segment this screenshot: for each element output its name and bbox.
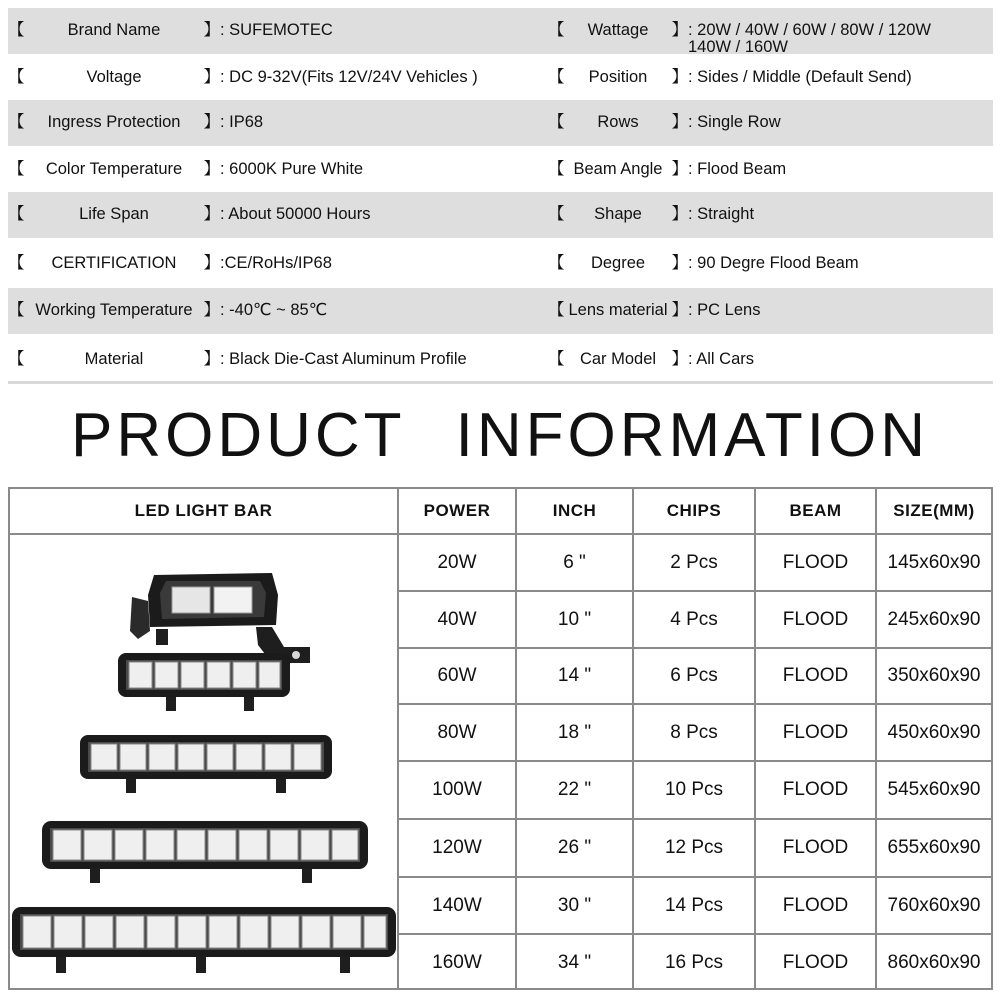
cell-chips: 6 Pcs [634, 649, 756, 705]
spec-key [8, 114, 220, 134]
cell-beam: FLOOD [756, 935, 877, 990]
spec-right [548, 288, 993, 322]
divider [8, 381, 993, 384]
bracket-close: 】 [671, 301, 688, 319]
spec-row [8, 56, 993, 100]
spec-left [8, 336, 548, 371]
spec-value: : DC 9-32V(Fits 12V/24V Vehicles ) [220, 68, 478, 86]
cell-inch: 26 " [517, 820, 634, 878]
bracket-close: 】 [671, 254, 688, 272]
spec-key [8, 302, 220, 322]
bracket-close: 】 [671, 205, 688, 223]
spec-key [8, 206, 220, 226]
bracket-open: 【 [8, 68, 25, 86]
cell-size: 545x60x90 [877, 762, 991, 820]
cell-power: 160W [399, 935, 517, 990]
spec-right [548, 336, 993, 371]
bracket-open: 【 [8, 350, 25, 368]
spec-value: : Single Row [688, 113, 781, 131]
cell-inch: 30 " [517, 878, 634, 935]
cell-beam: FLOOD [756, 592, 877, 649]
spec-right [548, 240, 993, 275]
cell-beam: FLOOD [756, 820, 877, 878]
bracket-open: 【 [548, 21, 565, 39]
spec-key [548, 114, 688, 134]
light-bar-12-chip-icon [12, 907, 396, 973]
header-chips: CHIPS [634, 489, 756, 535]
cell-inch: 34 " [517, 935, 634, 990]
cell-power: 120W [399, 820, 517, 878]
spec-label: CERTIFICATION [51, 254, 177, 272]
spec-value: :CE/RoHs/IP68 [220, 254, 332, 272]
bracket-close: 】 [671, 113, 688, 131]
cell-inch: 6 " [517, 535, 634, 592]
bracket-open: 【 [8, 21, 25, 39]
bracket-close: 】 [203, 113, 220, 131]
bracket-close: 】 [203, 301, 220, 319]
spec-left [8, 192, 548, 226]
light-bar-6-chip-icon [118, 653, 290, 711]
bracket-close: 】 [203, 160, 220, 178]
cell-chips: 10 Pcs [634, 762, 756, 820]
product-table [8, 487, 993, 990]
spec-value: : About 50000 Hours [220, 205, 371, 223]
spec-key [548, 255, 688, 275]
product-image-column [10, 535, 399, 990]
cell-power: 20W [399, 535, 517, 592]
spec-row [8, 336, 993, 384]
header-inch: INCH [517, 489, 634, 535]
bracket-close: 】 [203, 205, 220, 223]
spec-label: Rows [597, 113, 639, 131]
spec-label: Degree [590, 254, 646, 272]
bracket-open: 【 [548, 68, 565, 86]
spec-key [8, 69, 220, 89]
spec-value: : Black Die-Cast Aluminum Profile [220, 350, 467, 368]
spec-key [548, 351, 688, 371]
cell-size: 245x60x90 [877, 592, 991, 649]
cell-inch: 18 " [517, 705, 634, 762]
cell-size: 350x60x90 [877, 649, 991, 705]
bracket-close: 】 [203, 350, 220, 368]
spec-value: : SUFEMOTEC [220, 21, 333, 39]
spec-row [8, 192, 993, 238]
product-images [10, 535, 397, 990]
spec-value: : IP68 [220, 113, 264, 131]
spec-key [8, 161, 220, 181]
spec-right [548, 100, 993, 134]
cell-chips: 12 Pcs [634, 820, 756, 878]
spec-label: Color Temperature [45, 160, 183, 178]
bracket-close: 】 [203, 21, 220, 39]
bracket-open: 【 [8, 160, 25, 178]
spec-label: Life Span [79, 205, 149, 223]
page-title: PRODUCT INFORMATION [70, 401, 930, 470]
spec-row [8, 240, 993, 288]
header-beam: BEAM [756, 489, 877, 535]
spec-row [8, 148, 993, 192]
cell-beam: FLOOD [756, 705, 877, 762]
bracket-close: 】 [671, 350, 688, 368]
spec-value: : Flood Beam [688, 160, 787, 178]
cell-power: 100W [399, 762, 517, 820]
spec-value: : 20W / 40W / 60W / 80W / 120W 140W / 160W [688, 21, 931, 56]
spec-label: Lens material [568, 301, 668, 319]
spec-left [8, 56, 548, 89]
cell-chips: 14 Pcs [634, 878, 756, 935]
cell-power: 40W [399, 592, 517, 649]
cell-beam: FLOOD [756, 762, 877, 820]
cell-power: 140W [399, 878, 517, 935]
cell-size: 145x60x90 [877, 535, 991, 592]
spec-row [8, 288, 993, 334]
spec-label: Position [588, 68, 648, 86]
spec-left [8, 240, 548, 275]
spec-right [548, 148, 993, 181]
cell-power: 60W [399, 649, 517, 705]
bracket-open: 【 [548, 205, 565, 223]
bracket-open: 【 [548, 301, 565, 319]
bracket-open: 【 [8, 205, 25, 223]
bracket-close: 】 [203, 68, 220, 86]
bracket-open: 【 [548, 113, 565, 131]
spec-key [548, 206, 688, 226]
spec-label: Ingress Protection [47, 113, 181, 131]
spec-label: Working Temperature [35, 301, 193, 319]
bracket-close: 】 [203, 254, 220, 272]
cell-inch: 10 " [517, 592, 634, 649]
spec-value: : Straight [688, 205, 755, 223]
header-power: POWER [399, 489, 517, 535]
bracket-open: 【 [548, 254, 565, 272]
bracket-open: 【 [8, 113, 25, 131]
spec-value: : 90 Degre Flood Beam [688, 254, 859, 272]
spec-key [548, 302, 688, 322]
light-bar-10-chip-icon [42, 821, 368, 883]
spec-value: : Sides / Middle (Default Send) [688, 68, 912, 86]
cell-size: 655x60x90 [877, 820, 991, 878]
spec-key [548, 22, 688, 42]
bracket-close: 】 [671, 160, 688, 178]
header-size: SIZE(MM) [877, 489, 991, 535]
spec-label: Beam Angle [573, 160, 663, 178]
spec-row [8, 8, 993, 54]
spec-right [548, 56, 993, 89]
spec-value: : PC Lens [688, 301, 761, 319]
spec-value: : All Cars [688, 350, 755, 368]
bracket-close: 】 [671, 68, 688, 86]
cell-beam: FLOOD [756, 878, 877, 935]
cell-size: 450x60x90 [877, 705, 991, 762]
spec-label: Car Model [579, 350, 657, 368]
spec-right [548, 192, 993, 226]
spec-key [548, 161, 688, 181]
spec-label: Brand Name [67, 21, 161, 39]
header-led-light-bar: LED LIGHT BAR [10, 489, 399, 535]
bracket-open: 【 [8, 301, 25, 319]
cell-power: 80W [399, 705, 517, 762]
bracket-open: 【 [548, 160, 565, 178]
cell-beam: FLOOD [756, 535, 877, 592]
bracket-open: 【 [548, 350, 565, 368]
spec-row [8, 100, 993, 146]
spec-label: Wattage [587, 21, 649, 39]
cell-beam: FLOOD [756, 649, 877, 705]
light-bar-2-chip-icon [130, 573, 310, 663]
bracket-open: 【 [8, 254, 25, 272]
cell-chips: 8 Pcs [634, 705, 756, 762]
cell-inch: 22 " [517, 762, 634, 820]
spec-key [8, 351, 220, 371]
spec-left [8, 288, 548, 322]
spec-key [8, 22, 220, 42]
spec-label: Shape [594, 205, 642, 223]
spec-label: Voltage [86, 68, 142, 86]
spec-value: : -40℃ ~ 85℃ [220, 301, 328, 319]
cell-size: 860x60x90 [887, 951, 981, 973]
cell-chips: 4 Pcs [634, 592, 756, 649]
light-bar-8-chip-icon [80, 735, 332, 793]
spec-right [548, 8, 993, 56]
bracket-close: 】 [671, 21, 688, 39]
spec-left [8, 100, 548, 134]
cell-inch: 14 " [517, 649, 634, 705]
cell-chips: 16 Pcs [634, 935, 756, 990]
cell-size: 760x60x90 [877, 878, 991, 935]
spec-label: Material [84, 350, 144, 368]
spec-key [548, 69, 688, 89]
spec-left [8, 8, 548, 42]
spec-value: : 6000K Pure White [220, 160, 364, 178]
spec-key [8, 255, 220, 275]
spec-left [8, 148, 548, 181]
cell-chips: 2 Pcs [634, 535, 756, 592]
